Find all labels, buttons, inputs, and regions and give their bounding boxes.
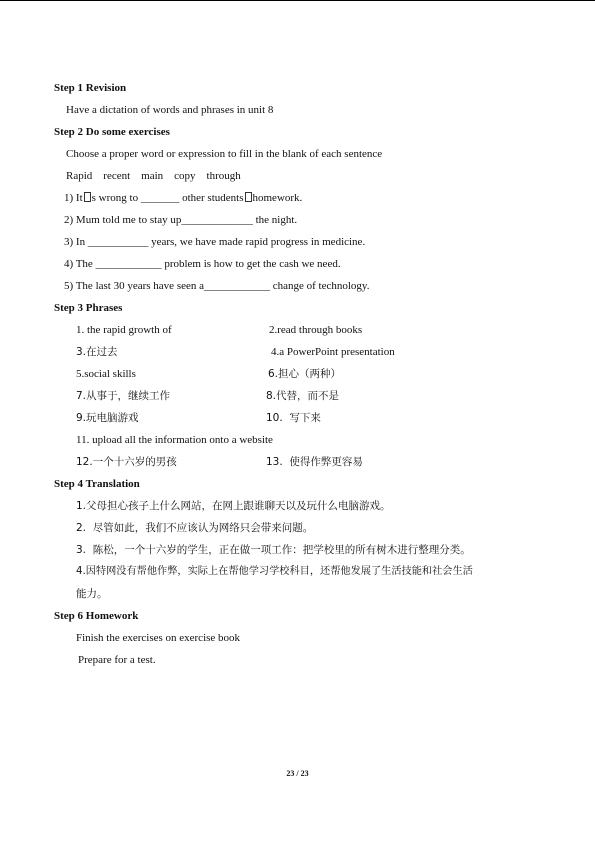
step1-line: Have a dictation of words and phrases in unit 8 xyxy=(66,104,274,116)
question-4: 4) The ____________ problem is how to get the cash we need. xyxy=(64,258,341,270)
translation-2: 2. 尽管如此，我们不应该认为网络只会带来问题。 xyxy=(76,522,314,534)
phrase-4: 4.a PowerPoint presentation xyxy=(271,346,395,358)
step3-heading: Step 3 Phrases xyxy=(54,302,123,314)
missing-glyph-icon xyxy=(84,192,91,202)
question-2: 2) Mum told me to stay up_____________ the night. xyxy=(64,214,298,226)
homework-1: Finish the exercises on exercise book xyxy=(76,632,241,644)
phrase-6: 6.担心（两种） xyxy=(268,368,342,380)
step1-heading: Step 1 Revision xyxy=(54,82,127,94)
phrase-5: 5.social skills xyxy=(76,368,136,380)
translation-1: 1.父母担心孩子上什么网站，在网上跟谁聊天以及玩什么电脑游戏。 xyxy=(76,500,391,512)
phrase-1: 1. the rapid growth of xyxy=(76,324,172,336)
question-3: 3) In ___________ years, we have made rapid progress in medicine. xyxy=(64,236,366,248)
phrase-10: 10. 写下来 xyxy=(266,412,321,424)
step2-instruction: Choose a proper word or expression to fill in the blank of each sentence xyxy=(66,148,383,160)
translation-3: 3. 陈松，一个十六岁的学生，正在做一项工作：把学校里的所有树木进行整理分类。 xyxy=(76,544,471,556)
phrase-12: 12.一个十六岁的男孩 xyxy=(76,456,177,468)
translation-4-line1: 4.因特网没有帮他作弊，实际上在帮他学习学校科目，还帮他发展了生活技能和社会生活 xyxy=(76,566,473,577)
phrase-13: 13. 使得作弊更容易 xyxy=(266,456,363,468)
page-number: 23 / 23 xyxy=(286,769,309,778)
phrase-8: 8.代替，而不是 xyxy=(266,390,340,402)
step2-heading: Step 2 Do some exercises xyxy=(54,126,170,138)
word-bank: Rapid recent main copy through xyxy=(66,170,241,182)
q1-part-c: homework. xyxy=(252,192,303,204)
homework-2: Prepare for a test. xyxy=(78,654,156,666)
top-rule xyxy=(0,0,595,1)
phrase-2: 2.read through books xyxy=(269,324,363,336)
step6-heading: Step 6 Homework xyxy=(54,610,139,622)
translation-4-line2: 能力。 xyxy=(76,588,108,600)
phrase-7: 7.从事于，继续工作 xyxy=(76,390,171,402)
phrase-3: 3.在过去 xyxy=(76,346,118,358)
q1-part-a: 1) It xyxy=(64,192,83,204)
phrase-11: 11. upload all the information onto a website xyxy=(76,434,273,446)
question-1 xyxy=(64,191,302,205)
question-5: 5) The last 30 years have seen a____________ change of technology. xyxy=(64,280,370,292)
phrase-9: 9.玩电脑游戏 xyxy=(76,412,139,424)
step4-heading: Step 4 Translation xyxy=(54,478,140,490)
q1-part-b: s wrong to _______ other students xyxy=(91,192,244,204)
missing-glyph-icon xyxy=(245,192,252,202)
